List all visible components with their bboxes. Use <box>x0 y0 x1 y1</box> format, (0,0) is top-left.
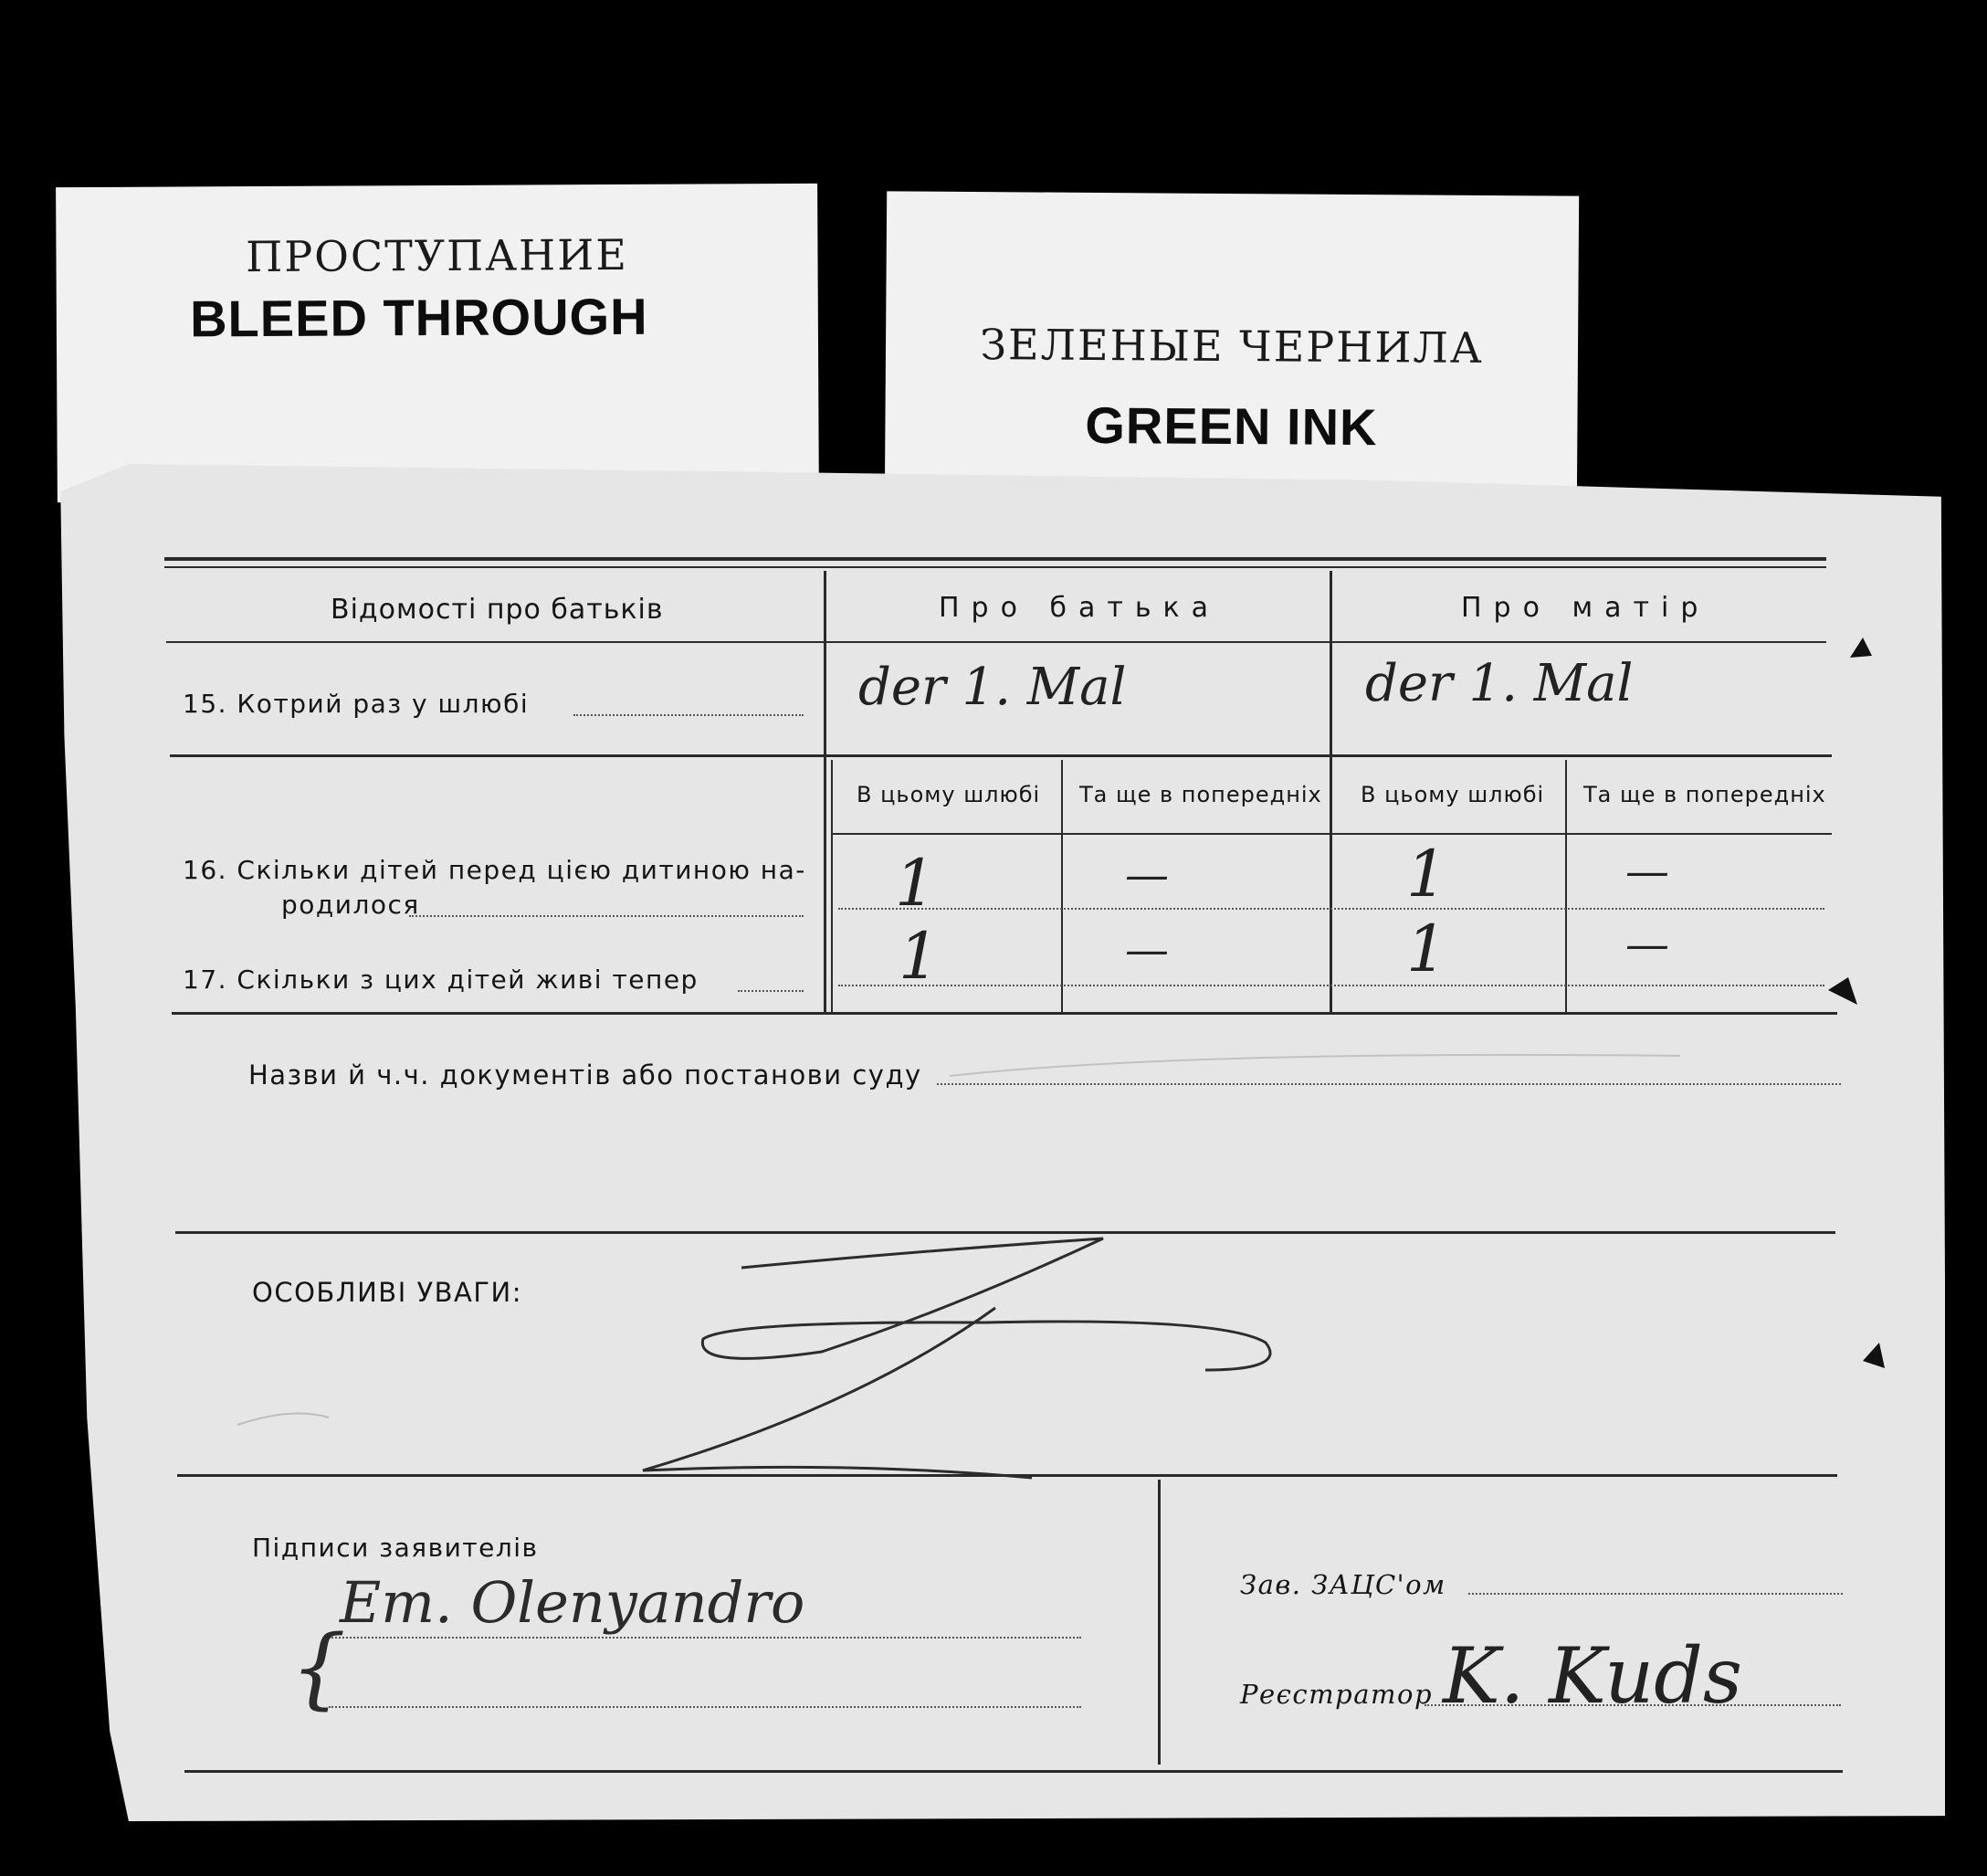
sub-divider-mother <box>1565 760 1567 1014</box>
row17-label: 17. Скільки з цих дітей живі тепер <box>183 964 699 995</box>
green-ink-ru: ЗЕЛЕНЫЕ ЧЕРНИЛА <box>980 320 1484 373</box>
head-line <box>1468 1593 1843 1595</box>
registrar-label: Реєстратор <box>1240 1679 1434 1710</box>
row17-mother-prev: — <box>1625 919 1669 970</box>
signature-line-1 <box>329 1637 1081 1639</box>
inner-divider-father <box>831 760 833 1014</box>
mother-previous-marriages: Та ще в попередніх <box>1583 782 1826 807</box>
row17-values-line <box>838 985 1824 986</box>
row17-mother-this: 1 <box>1406 912 1447 986</box>
signature-line-2 <box>329 1706 1081 1708</box>
father-previous-marriages: Та ще в попередніх <box>1079 782 1322 807</box>
col-divider-2 <box>1330 571 1332 1014</box>
applicant-signature: Em. Olenyandro <box>340 1569 805 1636</box>
row16-mother-prev: — <box>1625 846 1669 897</box>
documents-line <box>937 1083 1841 1085</box>
sub-divider-father <box>1061 760 1063 1014</box>
bleed-through-ru: ПРОСТУПАНИЕ <box>246 229 628 282</box>
remarks-label: ОСОБЛИВІ УВАГИ: <box>252 1277 523 1308</box>
registrar-signature: K. Kuds <box>1443 1631 1743 1721</box>
row17-bottom-rule <box>172 1012 1837 1015</box>
row15-bottom-rule <box>170 754 1832 757</box>
signature-divider <box>1158 1480 1161 1765</box>
row15-father-value: der 1. Mal <box>858 658 1127 717</box>
row17-father-prev: — <box>1125 924 1169 975</box>
row15-label: 15. Котрий раз у шлюбі <box>183 689 530 719</box>
row16-mother-this: 1 <box>1406 837 1447 912</box>
row16-label-line2: родилося <box>281 890 420 920</box>
documents-label: Назви й ч.ч. документів або постанови суду <box>248 1059 922 1091</box>
col-divider-1 <box>824 571 826 1014</box>
row17-father-this: 1 <box>899 919 940 994</box>
signatures-label: Підписи заявителів <box>252 1533 539 1563</box>
bleed-through-en: BLEED THROUGH <box>189 287 648 348</box>
mother-column-header: Про матір <box>1461 592 1710 624</box>
signature-brace: { <box>290 1617 347 1719</box>
mother-in-this-marriage: В цьому шлюбі <box>1361 782 1545 807</box>
row16-father-prev: — <box>1125 849 1169 901</box>
subheader-rule <box>831 833 1832 835</box>
section-header: Відомості про батьків <box>331 594 664 626</box>
row16-father-this: 1 <box>895 846 936 921</box>
header-rule-2 <box>164 566 1826 568</box>
row16-father-line <box>838 908 1824 910</box>
header-rule-top <box>164 557 1826 561</box>
remarks-top-rule <box>175 1231 1835 1234</box>
row15-leader <box>573 714 804 716</box>
head-label: Зав. ЗАЦС'ом <box>1240 1569 1446 1600</box>
row16-leader <box>409 915 804 917</box>
row16-label-line1: 16. Скільки дітей перед цією дитиною на- <box>183 855 806 885</box>
header-rule-bottom <box>166 641 1826 643</box>
father-in-this-marriage: В цьому шлюбі <box>857 782 1041 807</box>
green-ink-en: GREEN INK <box>1085 395 1378 457</box>
bottom-rule <box>184 1770 1843 1773</box>
remarks-bottom-rule <box>177 1474 1837 1477</box>
father-column-header: Про батька <box>939 592 1221 624</box>
row15-mother-value: der 1. Mal <box>1365 654 1634 713</box>
row17-leader <box>738 990 804 992</box>
